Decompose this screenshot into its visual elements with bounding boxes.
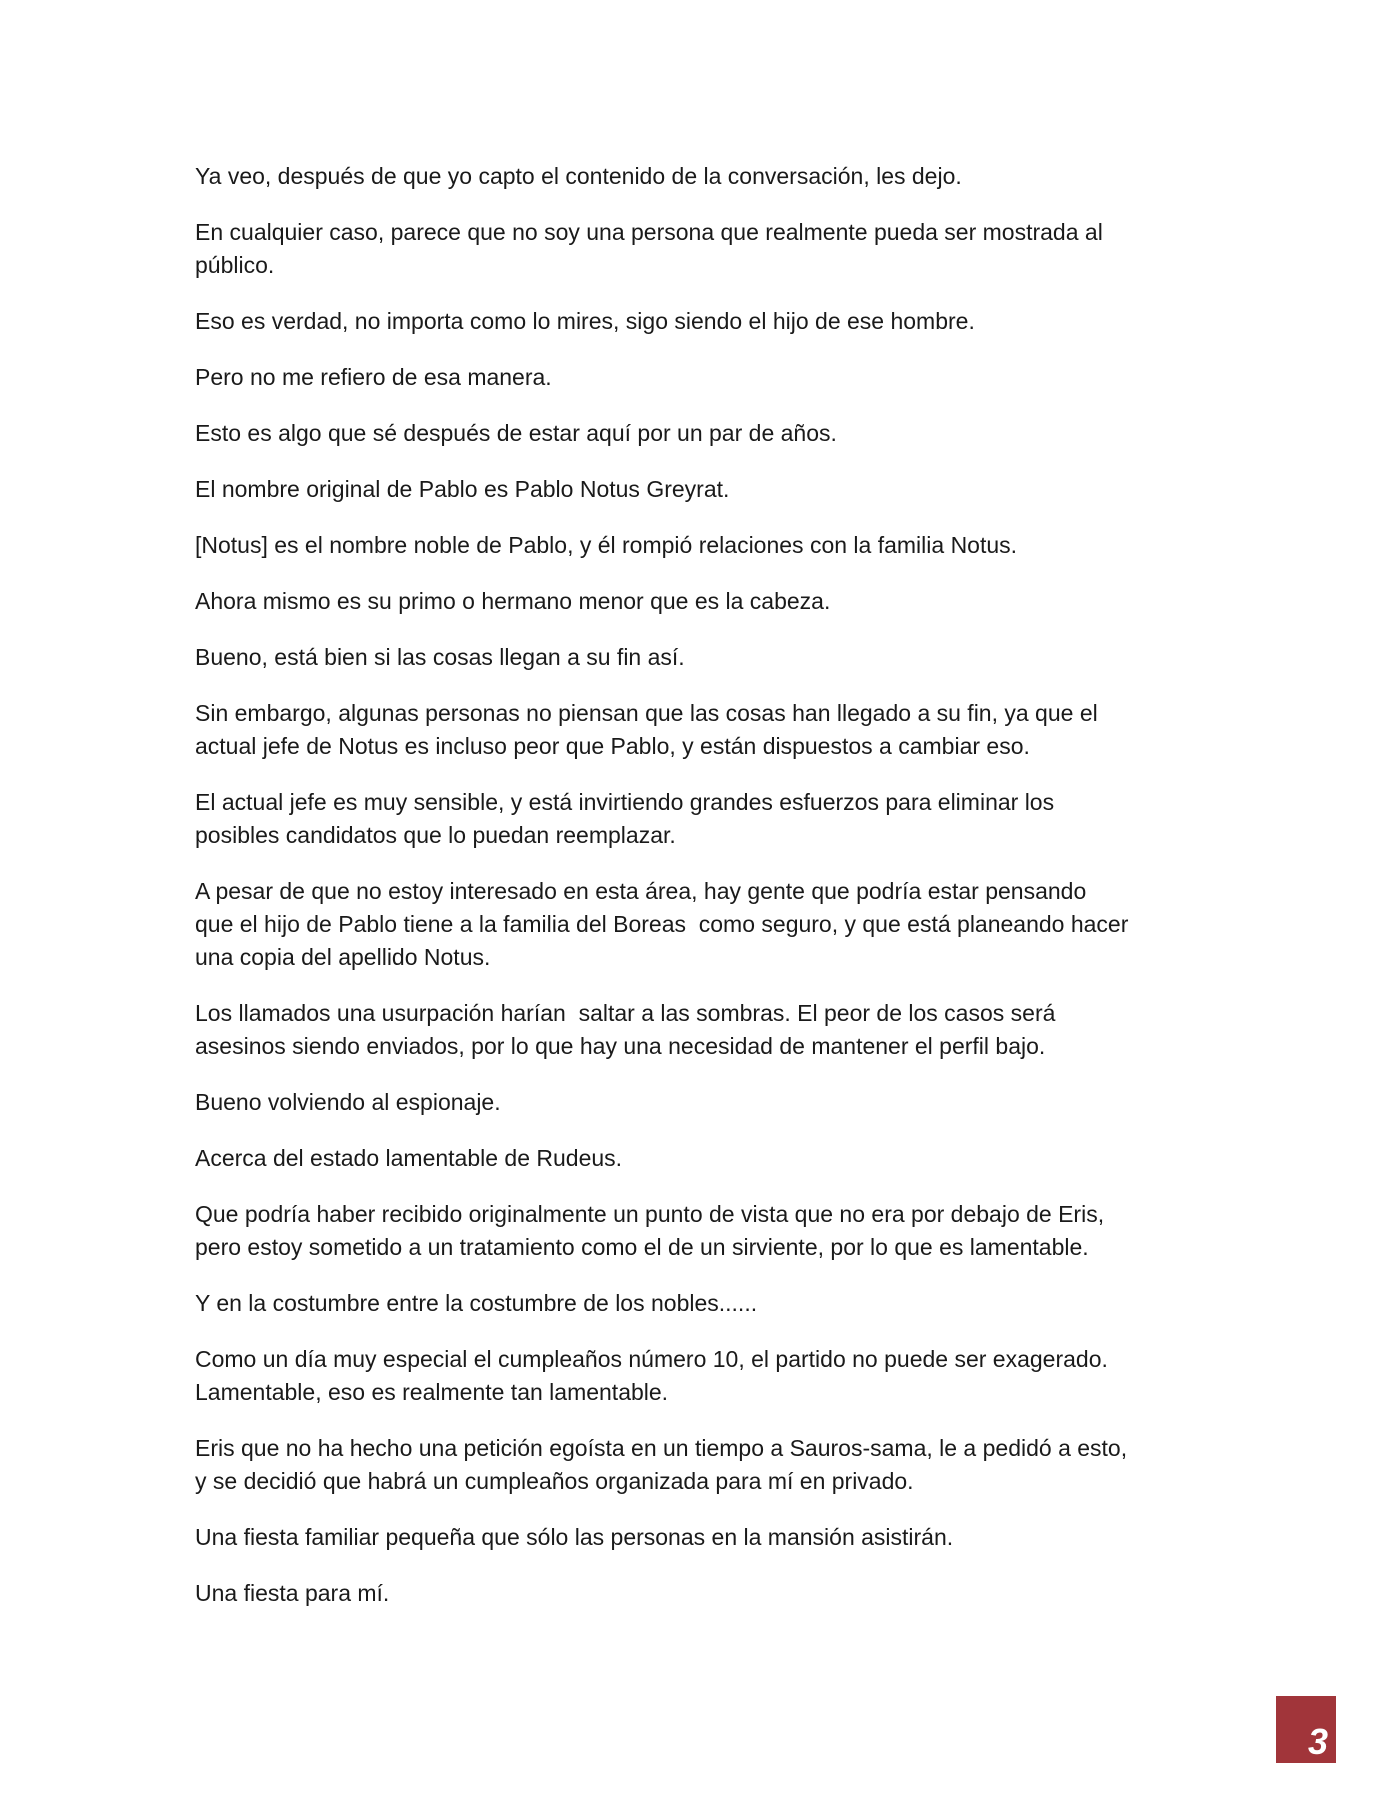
paragraph: Los llamados una usurpación harían saltar a las sombras. El peor de los casos será asesinos siendo enviados, por lo que hay una necesidad de mantener el perfil bajo. — [195, 1000, 1056, 1059]
paragraph: Bueno volviendo al espionaje. — [195, 1089, 501, 1115]
page-number: 3 — [1307, 1721, 1328, 1762]
page-number-badge — [1276, 1696, 1336, 1766]
paragraph: Una fiesta familiar pequeña que sólo las personas en la mansión asistirán. — [195, 1524, 954, 1550]
page-number-underline — [1276, 1763, 1336, 1766]
paragraph: Eso es verdad, no importa como lo mires, sigo siendo el hijo de ese hombre. — [195, 308, 975, 334]
paragraph: Una fiesta para mí. — [195, 1580, 390, 1606]
paragraph: Eris que no ha hecho una petición egoísta en un tiempo a Sauros-sama, le a pedidó a esto, y se decidió que habrá un cumpleaños organizada para mí en privado. — [195, 1435, 1128, 1494]
paragraph: [Notus] es el nombre noble de Pablo, y él rompió relaciones con la familia Notus. — [195, 532, 1018, 558]
paragraph: Pero no me refiero de esa manera. — [195, 364, 552, 390]
paragraph: El actual jefe es muy sensible, y está invirtiendo grandes esfuerzos para eliminar los posibles candidatos que lo puedan reemplazar. — [195, 789, 1055, 848]
document-body — [195, 160, 1225, 1633]
paragraph: Acerca del estado lamentable de Rudeus. — [195, 1145, 623, 1171]
paragraph: Como un día muy especial el cumpleaños número 10, el partido no puede ser exagerado. Lamentable, eso es realmente tan lamentable. — [195, 1346, 1108, 1405]
paragraph: Bueno, está bien si las cosas llegan a su fin así. — [195, 644, 685, 670]
paragraph: Que podría haber recibido originalmente un punto de vista que no era por debajo de Eris, pero estoy sometido a un tratamiento como el de un sirviente, por lo que es lamentable. — [195, 1201, 1105, 1260]
paragraph: Ya veo, después de que yo capto el contenido de la conversación, les dejo. — [195, 163, 962, 189]
paragraph: En cualquier caso, parece que no soy una persona que realmente pueda ser mostrada al público. — [195, 219, 1103, 278]
paragraph: Y en la costumbre entre la costumbre de los nobles...... — [195, 1290, 758, 1316]
paragraph: El nombre original de Pablo es Pablo Notus Greyrat. — [195, 476, 730, 502]
paragraph: A pesar de que no estoy interesado en esta área, hay gente que podría estar pensando que el hijo de Pablo tiene a la familia del Boreas como seguro, y que está planeando hacer una copia del apellido Notus. — [195, 878, 1129, 970]
paragraph: Esto es algo que sé después de estar aquí por un par de años. — [195, 420, 837, 446]
paragraph: Sin embargo, algunas personas no piensan que las cosas han llegado a su fin, ya que el actual jefe de Notus es incluso peor que Pablo, y están dispuestos a cambiar eso. — [195, 700, 1098, 759]
paragraph: Ahora mismo es su primo o hermano menor que es la cabeza. — [195, 588, 831, 614]
